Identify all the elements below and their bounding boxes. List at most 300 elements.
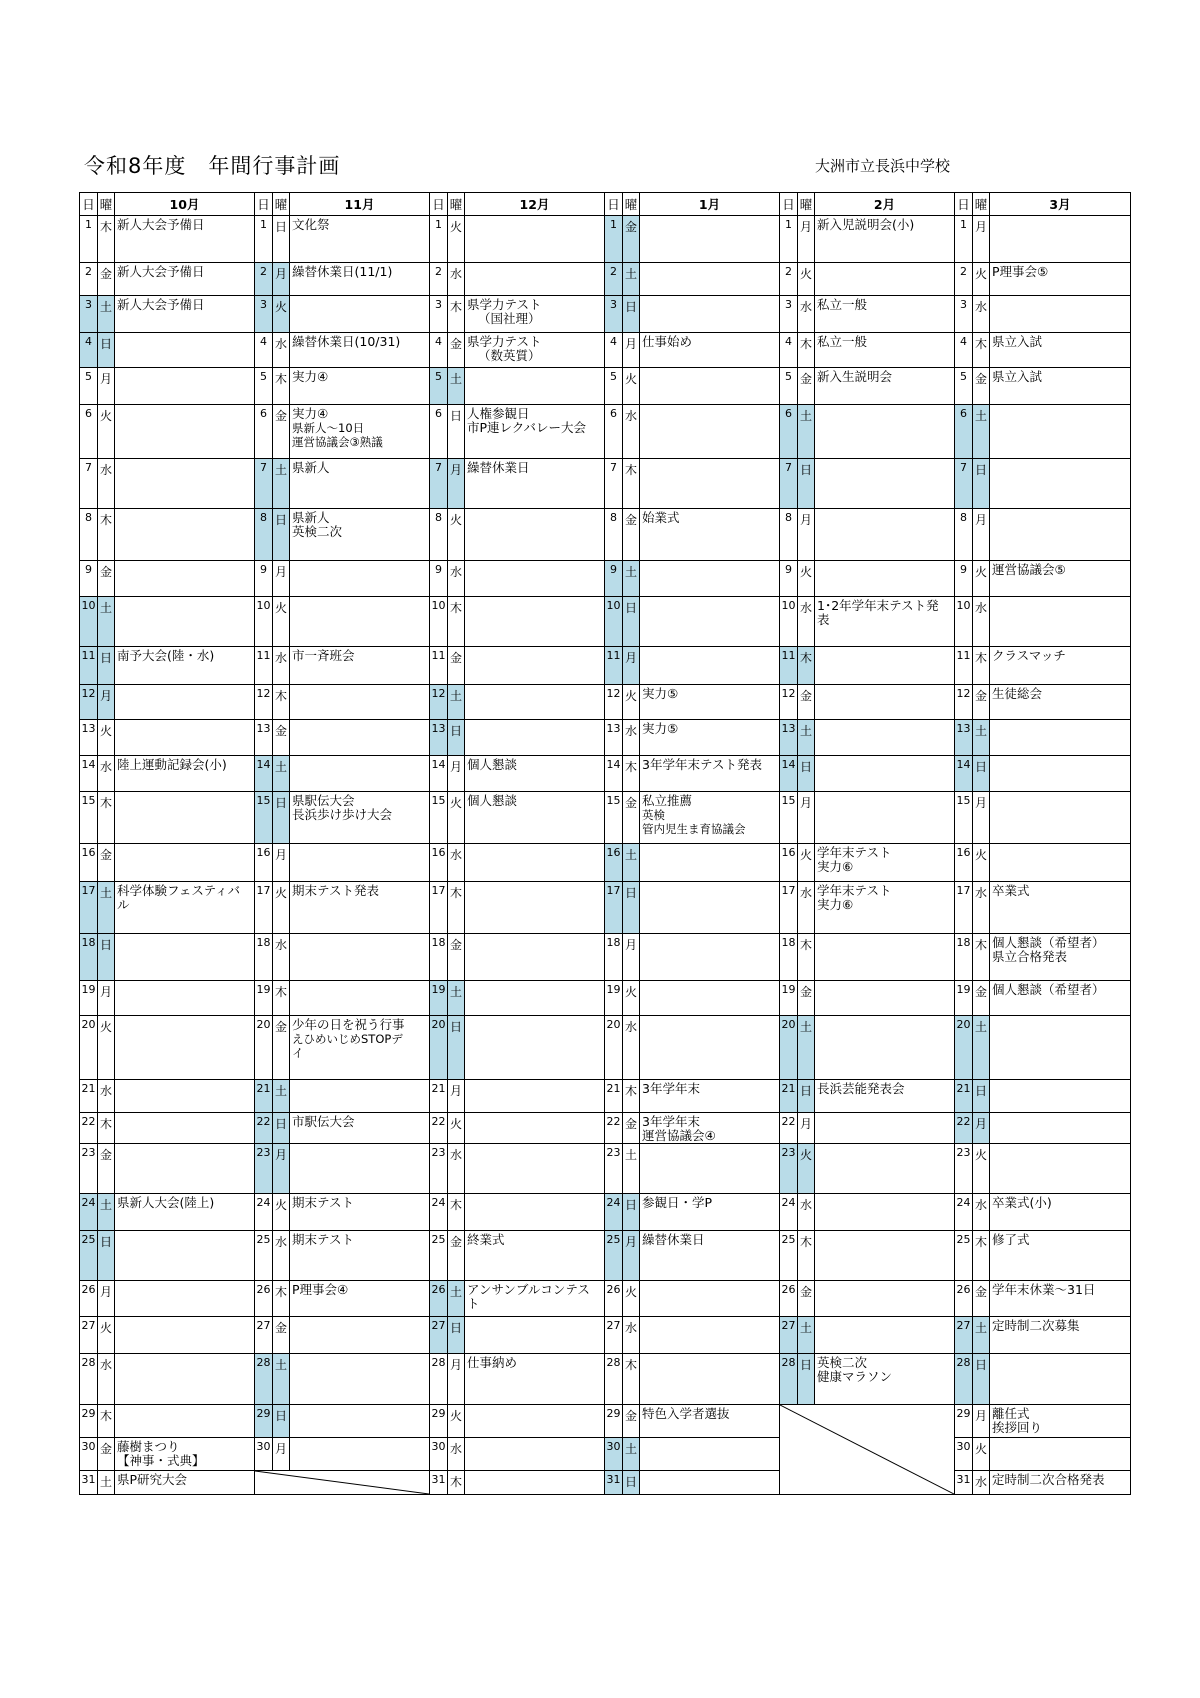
weekday: 水 [798,1194,815,1231]
event-cell [290,405,430,459]
day-number: 20 [430,1016,448,1080]
event-text: 期末テスト [292,1195,355,1210]
day-number: 25 [955,1231,973,1281]
event-cell [990,1281,1131,1317]
day-number: 24 [430,1194,448,1231]
day-header: 日 [80,193,98,216]
event-cell [990,296,1131,333]
weekday: 金 [98,561,115,597]
day-number: 25 [605,1231,623,1281]
day-number: 1 [430,216,448,263]
day-number: 10 [80,597,98,647]
event-text: 仕事納め [467,1355,518,1370]
weekday: 日 [798,1354,815,1405]
event-cell [290,844,430,882]
event-cell [115,1405,255,1438]
event-cell [290,1113,430,1144]
event-cell [465,882,605,934]
weekday: 月 [448,1080,465,1113]
day-number: 21 [605,1080,623,1113]
day-number: 16 [80,844,98,882]
event-cell [990,561,1131,597]
weekday: 月 [973,792,990,844]
day-number: 16 [955,844,973,882]
event-cell [290,1281,430,1317]
day-number: 27 [780,1317,798,1354]
day-number: 26 [605,1281,623,1317]
event-cell [465,1471,605,1495]
event-text: 県立入試 [992,334,1043,349]
day-number: 10 [605,597,623,647]
weekday: 木 [623,459,640,509]
event-cell [290,1354,430,1405]
day-number: 1 [780,216,798,263]
day-header: 日 [955,193,973,216]
weekday: 月 [623,647,640,685]
weekday: 水 [448,1438,465,1471]
event-text: 運営協議会④ [642,1128,716,1143]
event-cell [990,1080,1131,1113]
weekday: 金 [798,1281,815,1317]
weekday: 火 [973,1438,990,1471]
weekday: 日 [623,882,640,934]
event-cell [115,1281,255,1317]
weekday: 月 [273,1438,290,1471]
event-cell [290,597,430,647]
event-cell [990,1016,1131,1080]
day-number: 14 [605,756,623,792]
event-cell [640,263,780,296]
day-number: 11 [955,647,973,685]
day-number: 15 [80,792,98,844]
event-cell [290,1194,430,1231]
day-number: 22 [80,1113,98,1144]
day-number: 22 [255,1113,273,1144]
day-row [80,1438,1131,1471]
weekday: 月 [273,844,290,882]
event-cell [640,1144,780,1194]
day-number: 11 [430,647,448,685]
event-cell [815,1080,955,1113]
event-text: 挨拶回り [992,1420,1043,1435]
day-number: 18 [605,934,623,981]
school-name: 大洲市立長浜中学校 [815,157,951,175]
event-cell [640,844,780,882]
weekday: 木 [448,882,465,934]
weekday: 月 [448,756,465,792]
weekday: 土 [448,368,465,405]
day-number: 23 [780,1144,798,1194]
weekday: 水 [448,263,465,296]
event-cell [815,597,955,647]
event-cell [815,1016,955,1080]
event-cell [465,333,605,368]
weekday: 金 [623,1113,640,1144]
day-number: 14 [780,756,798,792]
weekday: 土 [448,685,465,720]
weekday: 木 [98,1113,115,1144]
weekday: 火 [98,720,115,756]
event-text: 繰替休業日 [642,1232,705,1247]
weekday: 金 [273,720,290,756]
event-text: 文化祭 [292,217,330,232]
day-number: 30 [80,1438,98,1471]
event-text: 南予大会(陸・水) [117,648,215,663]
day-number: 26 [430,1281,448,1317]
weekday: 日 [623,1194,640,1231]
day-number: 11 [80,647,98,685]
weekday: 月 [973,216,990,263]
day-number: 24 [955,1194,973,1231]
event-text: 特色入学者選抜 [642,1406,730,1421]
event-cell [990,1471,1131,1495]
day-number: 6 [955,405,973,459]
event-cell [115,882,255,934]
event-cell [815,296,955,333]
weekday: 月 [973,509,990,561]
event-cell [640,296,780,333]
weekday: 日 [273,1405,290,1438]
event-text: 学年末テスト [817,845,892,860]
event-cell [815,1194,955,1231]
event-text: 実力⑤ [642,686,679,701]
weekday: 木 [98,792,115,844]
day-number: 13 [780,720,798,756]
day-row [80,792,1131,844]
day-number: 1 [80,216,98,263]
weekday: 日 [98,1231,115,1281]
weekday: 木 [973,1231,990,1281]
event-text: 英検二次 [292,524,343,539]
event-text: 期末テスト [292,1232,355,1247]
day-number: 6 [80,405,98,459]
event-cell [990,509,1131,561]
day-row [80,1113,1131,1144]
day-number: 24 [605,1194,623,1231]
day-number: 4 [955,333,973,368]
event-text: 繰替休業日 [467,460,530,475]
weekday: 金 [273,1317,290,1354]
day-number: 30 [605,1438,623,1471]
day-number: 2 [430,263,448,296]
day-number: 2 [80,263,98,296]
event-cell [465,1113,605,1144]
weekday: 金 [273,1016,290,1080]
weekday: 土 [448,1281,465,1317]
event-text: 個人懇談（希望者） [992,982,1105,997]
event-cell [115,720,255,756]
day-number: 31 [955,1471,973,1495]
unused-days-cell [255,1471,430,1495]
event-cell [465,844,605,882]
event-cell [815,405,955,459]
weekday: 火 [973,561,990,597]
event-cell [990,263,1131,296]
weekday: 金 [798,981,815,1016]
day-number: 21 [780,1080,798,1113]
event-cell [640,882,780,934]
event-cell [990,1354,1131,1405]
day-number: 2 [255,263,273,296]
event-cell [465,561,605,597]
event-text: 学年末テスト [817,883,892,898]
day-number: 24 [80,1194,98,1231]
event-cell [640,509,780,561]
event-cell [290,882,430,934]
weekday: 金 [448,333,465,368]
event-text: 個人懇談 [467,793,518,808]
event-text: アンサンブルコンテス [467,1282,590,1297]
day-number: 29 [955,1405,973,1438]
event-cell [115,333,255,368]
weekday: 金 [973,368,990,405]
day-number: 1 [955,216,973,263]
event-text: 定時制二次合格発表 [992,1472,1105,1487]
weekday: 月 [798,216,815,263]
day-number: 3 [780,296,798,333]
event-cell [640,1231,780,1281]
weekday: 土 [448,981,465,1016]
event-cell [815,647,955,685]
weekday: 火 [448,216,465,263]
event-cell [815,1144,955,1194]
event-text: 運営協議会⑤ [992,562,1066,577]
day-number: 23 [255,1144,273,1194]
weekday: 土 [623,263,640,296]
event-cell [465,1281,605,1317]
day-row [80,263,1131,296]
day-number: 15 [430,792,448,844]
weekday: 木 [798,647,815,685]
day-number: 28 [605,1354,623,1405]
day-number: 29 [605,1405,623,1438]
event-cell [290,934,430,981]
page-title: 令和8年度 年間行事計画 [84,154,341,178]
weekday: 日 [273,792,290,844]
event-text: 長浜芸能発表会 [817,1081,905,1096]
event-cell [990,1438,1131,1471]
day-number: 4 [430,333,448,368]
event-cell [115,844,255,882]
event-cell [115,263,255,296]
day-number: 23 [605,1144,623,1194]
event-cell [115,981,255,1016]
weekday: 金 [98,844,115,882]
weekday: 水 [448,1144,465,1194]
event-text: 運営協議会③熟議 [292,435,383,449]
event-text: 個人懇談 [467,757,518,772]
day-number: 8 [955,509,973,561]
event-cell [115,1354,255,1405]
weekday: 水 [98,1080,115,1113]
weekday: 火 [623,368,640,405]
day-number: 30 [430,1438,448,1471]
day-number: 11 [255,647,273,685]
weekday: 月 [973,1113,990,1144]
event-cell [640,459,780,509]
day-number: 3 [430,296,448,333]
day-number: 30 [955,1438,973,1471]
day-number: 18 [80,934,98,981]
day-number: 6 [605,405,623,459]
event-cell [290,792,430,844]
weekday: 金 [798,685,815,720]
event-cell [465,405,605,459]
event-text: 実力④ [292,406,329,421]
event-cell [290,647,430,685]
day-number: 11 [780,647,798,685]
event-cell [115,1113,255,1144]
month-header: 10月 [115,193,255,216]
day-number: 16 [780,844,798,882]
weekday: 火 [448,792,465,844]
event-text: ト [467,1296,480,1311]
weekday: 水 [798,882,815,934]
event-cell [115,509,255,561]
day-number: 17 [80,882,98,934]
weekday: 木 [98,1405,115,1438]
event-cell [465,934,605,981]
weekday: 水 [273,934,290,981]
weekday: 土 [798,1016,815,1080]
day-number: 29 [255,1405,273,1438]
weekday: 土 [98,597,115,647]
event-text: （国社理） [478,311,541,326]
event-cell [815,792,955,844]
day-row [80,647,1131,685]
event-text: 陸上運動記録会(小) [117,757,227,772]
event-text: 少年の日を祝う行事 [292,1017,405,1032]
day-row [80,333,1131,368]
event-text: 生徒総会 [992,686,1043,701]
event-cell [290,263,430,296]
day-row [80,844,1131,882]
weekday: 土 [98,1194,115,1231]
day-number: 25 [430,1231,448,1281]
day-number: 13 [430,720,448,756]
event-cell [640,1438,780,1471]
weekday: 木 [98,216,115,263]
weekday: 水 [98,1354,115,1405]
weekday: 火 [273,597,290,647]
event-cell [640,685,780,720]
event-cell [290,216,430,263]
weekday: 水 [623,405,640,459]
weekday: 土 [623,561,640,597]
day-row [80,1317,1131,1354]
day-row [80,981,1131,1016]
event-cell [815,333,955,368]
weekday: 水 [448,844,465,882]
event-text: 科学体験フェスティバ [117,883,241,898]
weekday: 土 [798,1317,815,1354]
event-cell [815,1317,955,1354]
weekday: 日 [973,756,990,792]
day-number: 9 [80,561,98,597]
weekday: 土 [273,459,290,509]
day-number: 18 [430,934,448,981]
event-cell [990,405,1131,459]
day-number: 21 [80,1080,98,1113]
event-cell [465,1317,605,1354]
day-number: 27 [80,1317,98,1354]
event-cell [115,459,255,509]
day-row [80,561,1131,597]
weekday: 月 [273,263,290,296]
event-text: 県立合格発表 [992,949,1068,964]
day-number: 12 [255,685,273,720]
day-number: 22 [955,1113,973,1144]
day-number: 24 [255,1194,273,1231]
event-text: 定時制二次募集 [992,1318,1080,1333]
day-number: 16 [430,844,448,882]
day-number: 17 [430,882,448,934]
event-text: （数英質） [478,348,541,363]
weekday: 水 [973,296,990,333]
day-number: 8 [430,509,448,561]
weekday: 金 [973,1281,990,1317]
weekday: 火 [973,1144,990,1194]
weekday: 月 [798,509,815,561]
day-number: 9 [955,561,973,597]
day-number: 9 [780,561,798,597]
weekday: 月 [798,1113,815,1144]
event-cell [465,792,605,844]
event-cell [115,405,255,459]
event-cell [115,1194,255,1231]
weekday: 火 [798,844,815,882]
event-cell [640,561,780,597]
event-cell [115,1080,255,1113]
event-text: 繰替休業日(11/1) [292,264,393,279]
event-text: 始業式 [642,510,680,525]
event-cell [990,1113,1131,1144]
day-number: 15 [780,792,798,844]
event-text: 期末テスト発表 [292,883,380,898]
day-number: 22 [605,1113,623,1144]
event-cell [640,756,780,792]
event-cell [640,1405,780,1438]
weekday: 木 [798,934,815,981]
event-text: 学年末休業～31日 [992,1282,1096,1297]
day-row [80,216,1131,263]
event-cell [990,882,1131,934]
event-cell [640,981,780,1016]
weekday: 月 [98,685,115,720]
event-text: 3年学年末 [642,1114,700,1129]
weekday: 日 [98,647,115,685]
weekday: 日 [448,1016,465,1080]
weekday: 日 [273,509,290,561]
day-number: 12 [955,685,973,720]
event-cell [815,1231,955,1281]
event-cell [815,844,955,882]
event-text: 仕事始め [642,334,693,349]
weekday: 水 [623,720,640,756]
weekday: 木 [623,756,640,792]
weekday: 火 [623,685,640,720]
day-number: 14 [255,756,273,792]
weekday: 水 [798,597,815,647]
day-number: 9 [430,561,448,597]
day-number: 19 [80,981,98,1016]
weekday-header: 曜 [98,193,115,216]
event-cell [290,368,430,405]
event-cell [115,685,255,720]
event-cell [465,1405,605,1438]
event-cell [815,459,955,509]
weekday: 火 [623,1281,640,1317]
